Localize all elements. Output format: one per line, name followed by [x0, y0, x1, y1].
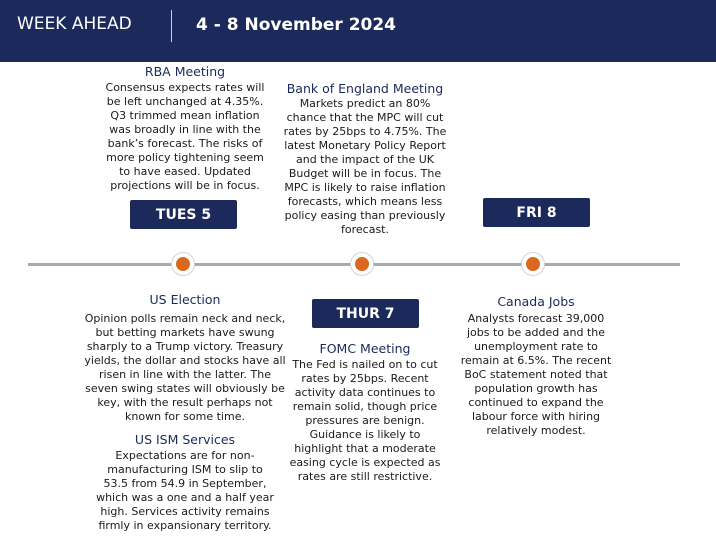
fomc-title: FOMC Meeting: [319, 341, 411, 356]
timeline-dot-fri: [522, 253, 544, 275]
us-election-body: Opinion polls remain neck and neck, but betting markets have swung sharply to a Trump victory. Treasury yields, the dollar and stocks have all risen in line with the latter. The seven swing states will obviously be key, with the result perhaps not known for some time.: [84, 312, 286, 423]
us-ism-title: US ISM Services: [134, 432, 236, 447]
fomc-body: The Fed is nailed on to cut rates by 25bps. Recent activity data continues to remain solid, though price pressures are benign. Guidance is likely to highlight that a moderate easing cycle is expected as rates are still restrictive.: [289, 358, 441, 483]
us-ism-event: [95, 432, 275, 533]
boe-body: Markets predict an 80% chance that the MPC will cut rates by 25bps to 4.75%. The latest Monetary Policy Report and the impact of the UK Budget will be in focus. The MPC is likely to raise inflation forecasts, which means less policy easing than previously forecast.: [283, 97, 447, 236]
rba-body: Consensus expects rates will be left unchanged at 4.35%. Q3 trimmed mean inflation was broadly in line with the bank’s forecast. The risks of more policy tightening seem to have eased. Updated projections will be in focus.: [105, 81, 265, 192]
date-range: 4 - 8 November 2024: [196, 15, 397, 35]
us-election-event: [84, 292, 286, 424]
week-ahead-label: WEEK AHEAD: [17, 14, 132, 34]
canada-body: Analysts forecast 39,000 jobs to be added and the unemployment rate to remain at 6.5%. The recent BoC statement noted that population growth has continued to expand the labour force with hiring relatively modest.: [460, 312, 612, 437]
rba-title: RBA Meeting: [144, 64, 226, 79]
boe-title: Bank of England Meeting: [286, 81, 444, 96]
boe-event: [283, 81, 447, 237]
canada-title: Canada Jobs: [497, 294, 575, 309]
timeline-dot-thu: [351, 253, 373, 275]
us-election-title: US Election: [149, 292, 221, 307]
rba-event: [105, 64, 265, 193]
header-bar: [0, 0, 716, 62]
day-tues-5: TUES 5: [130, 200, 237, 229]
us-ism-body: Expectations are for non-manufacturing ISM to slip to 53.5 from 54.9 in September, which was a one and a half year high. Services activity remains firmly in expansionary territory.: [96, 449, 274, 532]
day-thur-7: THUR 7: [312, 299, 419, 328]
canada-event: [458, 294, 614, 438]
day-fri-8: FRI 8: [483, 198, 590, 227]
header-divider: [171, 10, 172, 42]
timeline-dot-tue: [172, 253, 194, 275]
fomc-event: [287, 341, 443, 484]
